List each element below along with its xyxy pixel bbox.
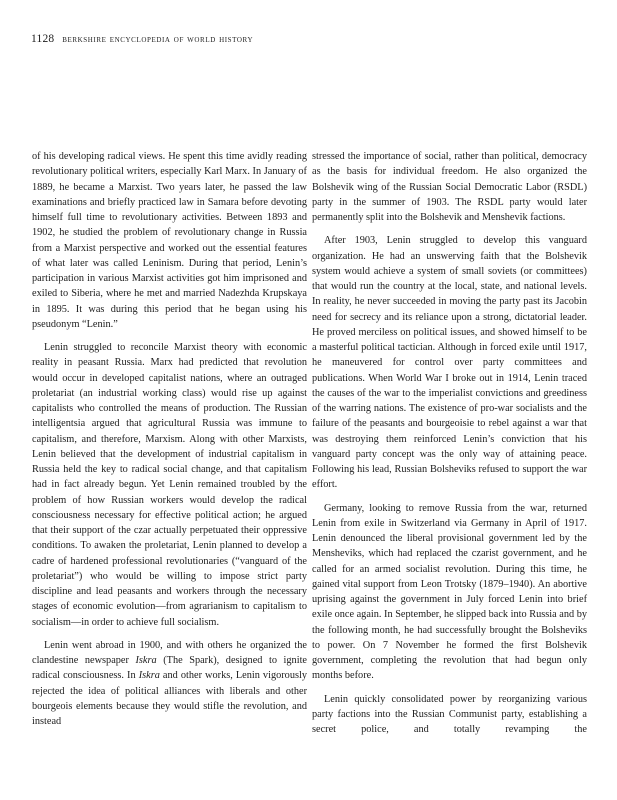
paragraph-text: Lenin went abroad in 1900, and with others he organized the clandestine newspaper [32,639,307,666]
paragraph: Lenin quickly consolidated power by reorganizing various party factions into the Russian Communist party, establishing a secret police, and totally revamping the [312,693,587,735]
running-head [31,33,253,45]
left-column [32,149,307,729]
paragraph: Lenin struggled to reconcile Marxist theory with economic reality in peasant Russia. Marx had predicted that revolution would occur in developed capitalist nations, where an outraged proletariat (an industrial working class) would rise up against capitalists who controlled the means of production. The Russian intelligentsia argued that agricultural Russia was immune to capitalism, and therefore, Marxism. Along with other Marxists, Lenin believed that the development of industrial capitalism in Russia held the key to radical social change, and that capitalism had in fact already begun. Yet Lenin remained troubled by the problem of how Russian workers would develop the radical consciousness necessary for effective political action; he argued that their support of the czar actually perpetuated their oppressive conditions. To awaken the proletariat, Lenin planned to develop a cadre of hardened professional revolutionaries (“vanguard of the proletariat”) who would be willing to impose strict party discipline and lead peasants and workers through the necessary stages of economic evolution—from agrarianism to capitalism to socialism—in order to achieve full socialism. [32,342,307,628]
newspaper-title: Iskra [135,655,157,666]
book-title: berkshire encyclopedia of world history [62,34,254,45]
paragraph: After 1903, Lenin struggled to develop this vanguard organization. He had an unswerving faith that the Bolshevik system would achieve a system of small soviets (or committees) that would run the country at the local, state, and national levels. In reality, he never succeeded in moving the party past its Jacobin need for secrecy and its reliance upon a strong, dictatorial leader. He proved merciless on political issues, and showed himself to be a masterful political tactician. Although in forced exile until 1917, he maneuvered for control over party committees and publications. When World War I broke out in 1914, Lenin traced the causes of the war to the imperialist convictions and greediness of the warring nations. The existence of pro-war socialists and the failure of the peasants and bourgeoisie to rebel against a war that was destroying them reinforced Lenin’s conviction that his vanguard party concept was the only way of attaining peace. Following his lead, Russian Bolsheviks refused to support the war effort. [312,235,587,491]
paragraph: Germany, looking to remove Russia from the war, returned Lenin from exile in Switzerland via Germany in April of 1917. Lenin denounced the liberal provisional government led by the Mensheviks, which had replaced the czarist government, and he called for an armed socialist revolution. During this time, he gained vital support from Leon Trotsky (1879–1940). An abortive uprising against the government in July forced Lenin into brief exile once again. In September, he slipped back into Russia and by the following month, he had successfully brought the Bolsheviks to power. On 7 November he formed the first Bolshevik government, completing the revolution that had begun only months before. [312,502,587,682]
newspaper-title: Iskra [138,670,160,682]
right-column [312,149,587,737]
page-number: 1128 [31,33,55,45]
paragraph: stressed the importance of social, rather than political, democracy as the basis for individual freedom. He also organized the Bolshevik wing of the Russian Social Democratic Labor (RSDL) party in the summer of 1903. The RSDL party would later permanently split into the Bolshevik and Menshevik factions. [312,151,587,223]
paragraph-text: (The Spark), designed to ignite radical consciousness. In [32,655,307,682]
paragraph-text: and other works, Lenin vigorously rejected the idea of political alliances with liberals and other bourgeois elements because they would stifle the revolution, and instead [32,670,307,727]
paragraph [32,638,307,730]
paragraph: of his developing radical views. He spent this time avidly reading revolutionary political writers, especially Karl Marx. In January of 1889, he became a Marxist. Two years later, he passed the law examinations and briefly practiced law in Samara before devoting himself full time to revolutionary activities. Between 1893 and 1902, he studied the problem of revolutionary change in Russia from a Marxist perspective and worked out the essential features of what later was called Leninism. During that period, Lenin’s participation in various Marxist activities got him imprisoned and exiled to Siberia, where he met and married Nadezhda Krupskaya in 1895. It was during this period that he began using his pseudonym “Lenin.” [32,151,307,330]
